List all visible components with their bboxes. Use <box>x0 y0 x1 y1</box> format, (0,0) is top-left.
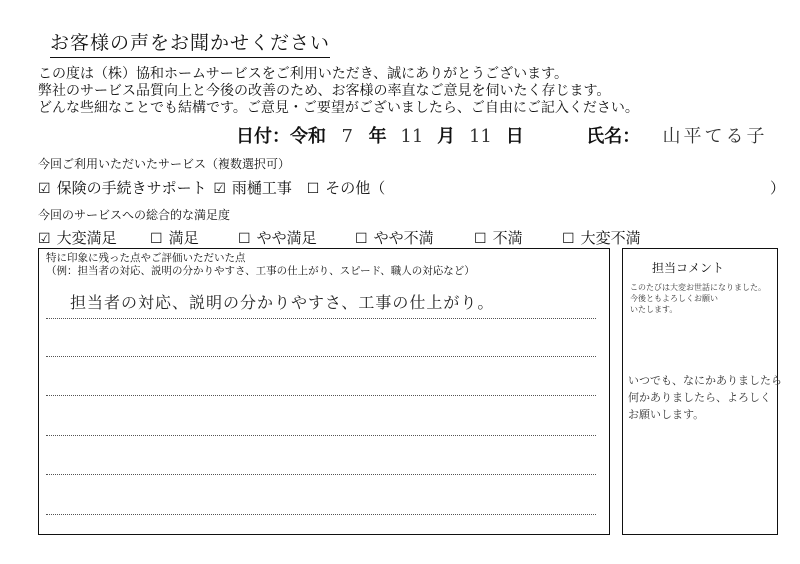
feedback-dotted-line <box>46 435 596 436</box>
feedback-dotted-line <box>46 356 596 357</box>
intro-line: どんな些細なことでも結構です。ご意見・ご要望がございましたら、ご自由にご記入ください。 <box>38 100 639 116</box>
checkbox-checked-icon: ☑ <box>38 181 51 197</box>
satisfaction-option[interactable] <box>355 227 434 248</box>
comment-line: このたびは大変お世話になりました。 <box>630 283 766 292</box>
form-title: お客様の声をお聞かせください <box>50 28 330 58</box>
feedback-dotted-line <box>46 474 596 475</box>
date-month-unit: 月 <box>437 126 456 147</box>
service-option-label: 雨樋工事 <box>231 179 292 197</box>
comment-title: 担当コメント <box>652 261 725 275</box>
satisfaction-option-label: 不満 <box>492 229 523 247</box>
comment-note-bottom <box>628 372 782 423</box>
feedback-dotted-line <box>46 318 596 319</box>
services-options <box>38 177 385 198</box>
comment-line: 今後ともよろしくお願い <box>630 294 718 303</box>
comment-note-top <box>630 282 766 315</box>
date-month-value[interactable]: 11 <box>400 126 424 147</box>
feedback-dotted-line <box>46 395 596 396</box>
date-year-value[interactable]: 7 <box>341 126 353 147</box>
satisfaction-option[interactable] <box>150 227 199 248</box>
name-value[interactable]: 山平てる子 <box>662 126 768 147</box>
feedback-answer: 担当者の対応、説明の分かりやすさ、工事の仕上がり。 <box>70 293 495 312</box>
feedback-heading-block <box>46 252 475 278</box>
service-option-label: その他（ <box>325 179 386 197</box>
intro-line: この度は（株）協和ホームサービスをご利用いただき、誠にありがとうございます。 <box>38 66 569 82</box>
checkbox-empty-icon: ☐ <box>474 231 487 247</box>
services-close-paren: ） <box>770 179 786 197</box>
satisfaction-option-label: 大変満足 <box>56 229 117 247</box>
satisfaction-label: 今回のサービスへの総合的な満足度 <box>38 208 231 222</box>
feedback-example: （例：担当者の対応、説明の分かりやすさ、工事の仕上がり、スピード、職人の対応など） <box>46 265 475 277</box>
satisfaction-option[interactable] <box>562 227 641 248</box>
date-label: 日付：令和 <box>236 126 326 147</box>
satisfaction-option-label: 大変不満 <box>580 229 641 247</box>
intro-line: 弊社のサービス品質向上と今後の改善のため、お客様の率直なご意見を伺いたく存じます。 <box>38 83 611 99</box>
checkbox-checked-icon: ☑ <box>213 181 226 197</box>
date-day-unit: 日 <box>505 126 524 147</box>
feedback-heading: 特に印象に残った点やご評価いただいた点 <box>46 252 246 264</box>
service-option[interactable] <box>307 179 386 197</box>
checkbox-checked-icon: ☑ <box>38 231 51 247</box>
satisfaction-option[interactable] <box>238 227 317 248</box>
services-label: 今回ご利用いただいたサービス（複数選択可） <box>38 157 291 171</box>
checkbox-empty-icon: ☐ <box>238 231 251 247</box>
comment-line: お願いします。 <box>628 408 705 421</box>
satisfaction-option-label: やや満足 <box>256 229 317 247</box>
satisfaction-option-label: 満足 <box>168 229 199 247</box>
satisfaction-option[interactable] <box>38 227 117 248</box>
checkbox-empty-icon: ☐ <box>355 231 368 247</box>
service-option[interactable] <box>38 179 211 197</box>
satisfaction-option-label: やや不満 <box>373 229 434 247</box>
comment-line: いたします。 <box>630 305 678 314</box>
checkbox-empty-icon: ☐ <box>562 231 575 247</box>
intro-text <box>38 66 639 117</box>
service-option-label: 保険の手続きサポート <box>56 179 207 197</box>
date-name-row <box>236 122 768 148</box>
comment-line: 何かありましたら、よろしく <box>628 391 771 404</box>
satisfaction-option[interactable] <box>474 227 523 248</box>
checkbox-empty-icon: ☐ <box>306 181 320 197</box>
service-option[interactable] <box>213 179 296 197</box>
name-label: 氏名： <box>586 126 641 147</box>
date-day-value[interactable]: 11 <box>468 126 492 147</box>
comment-line: いつでも、なにかありましたら <box>628 374 782 387</box>
feedback-dotted-line <box>46 514 596 515</box>
checkbox-empty-icon: ☐ <box>150 231 163 247</box>
date-year-unit: 年 <box>368 126 387 147</box>
